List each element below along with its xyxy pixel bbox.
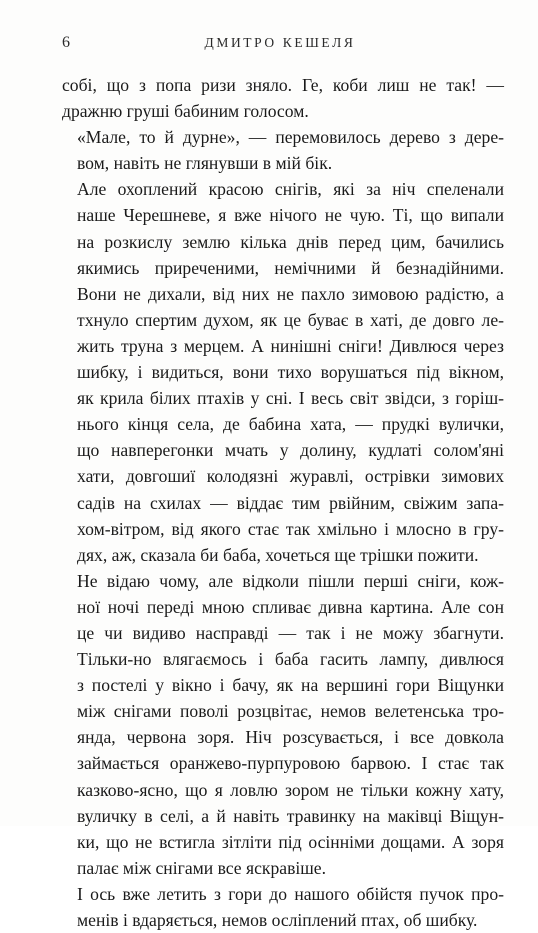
paragraph: [62, 176, 504, 567]
text-line: дражню груші бабиним голосом.: [62, 101, 309, 122]
text-line: І ось вже летить з гори до нашого обійстя пучок про-: [77, 883, 504, 904]
text-line: що навперегонки мчать у долину, кудлаті солом'яні: [77, 440, 504, 461]
text-line: казково-ясно, що я ловлю зором не тільки кожну хату,: [77, 779, 504, 800]
text-line: Але охоплений красою снігів, які за ніч спеленали: [77, 179, 504, 200]
text-line: це чи видиво насправді — так і не можу збагнути.: [77, 622, 504, 643]
text-line: садів на схилах — віддає тим рвійним, свіжим запа-: [77, 492, 504, 513]
text-line: Тільки-но влягаємось і баба гасить лампу, дивлюся: [77, 649, 504, 670]
paragraph: [62, 72, 504, 124]
text-line: ної ночі переді мною спливає дивна картина. Але сон: [77, 596, 504, 617]
text-line: якимись приреченими, немічними й безнадійними.: [77, 257, 504, 278]
text-line: Вони не дихали, від них не пахло зимовою радістю, а: [77, 283, 504, 304]
paragraph: [62, 124, 504, 176]
text-line: вом, навіть не глянувши в мій бік.: [77, 153, 333, 174]
paragraph: [62, 881, 504, 933]
text-line: дях, аж, сказала би баба, хочеться ще трішки пожити.: [77, 544, 479, 565]
text-line: між снігами поволі розцвітає, немов велетенська тро-: [77, 701, 504, 722]
text-line: тхнуло спертим духом, як це буває в хаті, де довго ле-: [77, 309, 504, 330]
text-line: «Мале, то й дурне», — перемовилось дерево з дере-: [77, 127, 504, 148]
page-header: [62, 34, 498, 54]
text-line: янда, червона зоря. Ніч розсувається, і все довкола: [77, 727, 504, 748]
text-line: собі, що з попа ризи зняло. Ге, коби лиш не так! —: [62, 75, 504, 95]
text-line: Не відаю чому, але відколи пішли перші сніги, кож-: [77, 570, 504, 591]
text-line: з постелі у вікно і бачу, як на вершині гори Віщунки: [77, 675, 504, 696]
text-line: шибку, і видиться, вони тихо ворушаться під вікном,: [77, 362, 504, 383]
text-line: хати, довгошиї колодязні журавлі, острівки зимових: [77, 466, 504, 487]
text-line: нього кінця села, де бабина хата, — прудкі вулички,: [77, 414, 504, 435]
text-line: жить труна з мерцем. А нинішні сніги! Дивлюся через: [77, 335, 504, 356]
text-line: на розкислу землю кілька днів перед цим, бачились: [77, 231, 504, 252]
text-line: палає між снігами все яскравіше.: [77, 857, 327, 878]
text-line: хом-вітром, від якого стає так хмільно і млосно в гру-: [77, 518, 504, 539]
text-line: ки, що не встигла зітліти під осінніми дощами. А зоря: [77, 831, 504, 852]
paragraph: [62, 568, 504, 881]
body-text: [62, 72, 504, 933]
running-head: ДМИТРО КЕШЕЛЯ: [204, 35, 356, 50]
text-line: вуличку в селі, а й навіть травинку на маківці Віщун-: [77, 805, 504, 826]
text-line: займається оранжево-пурпуровою барвою. І стає так: [77, 753, 504, 774]
text-line: наше Черешневе, я вже нічого не чую. Ті, що випали: [77, 205, 504, 226]
text-line: як крила білих птахів у сні. І весь світ звідси, з горіш-: [77, 388, 504, 409]
page-number: 6: [62, 34, 71, 51]
text-line: менів і вдаряється, немов осліплений птах, об шибку.: [77, 910, 478, 930]
